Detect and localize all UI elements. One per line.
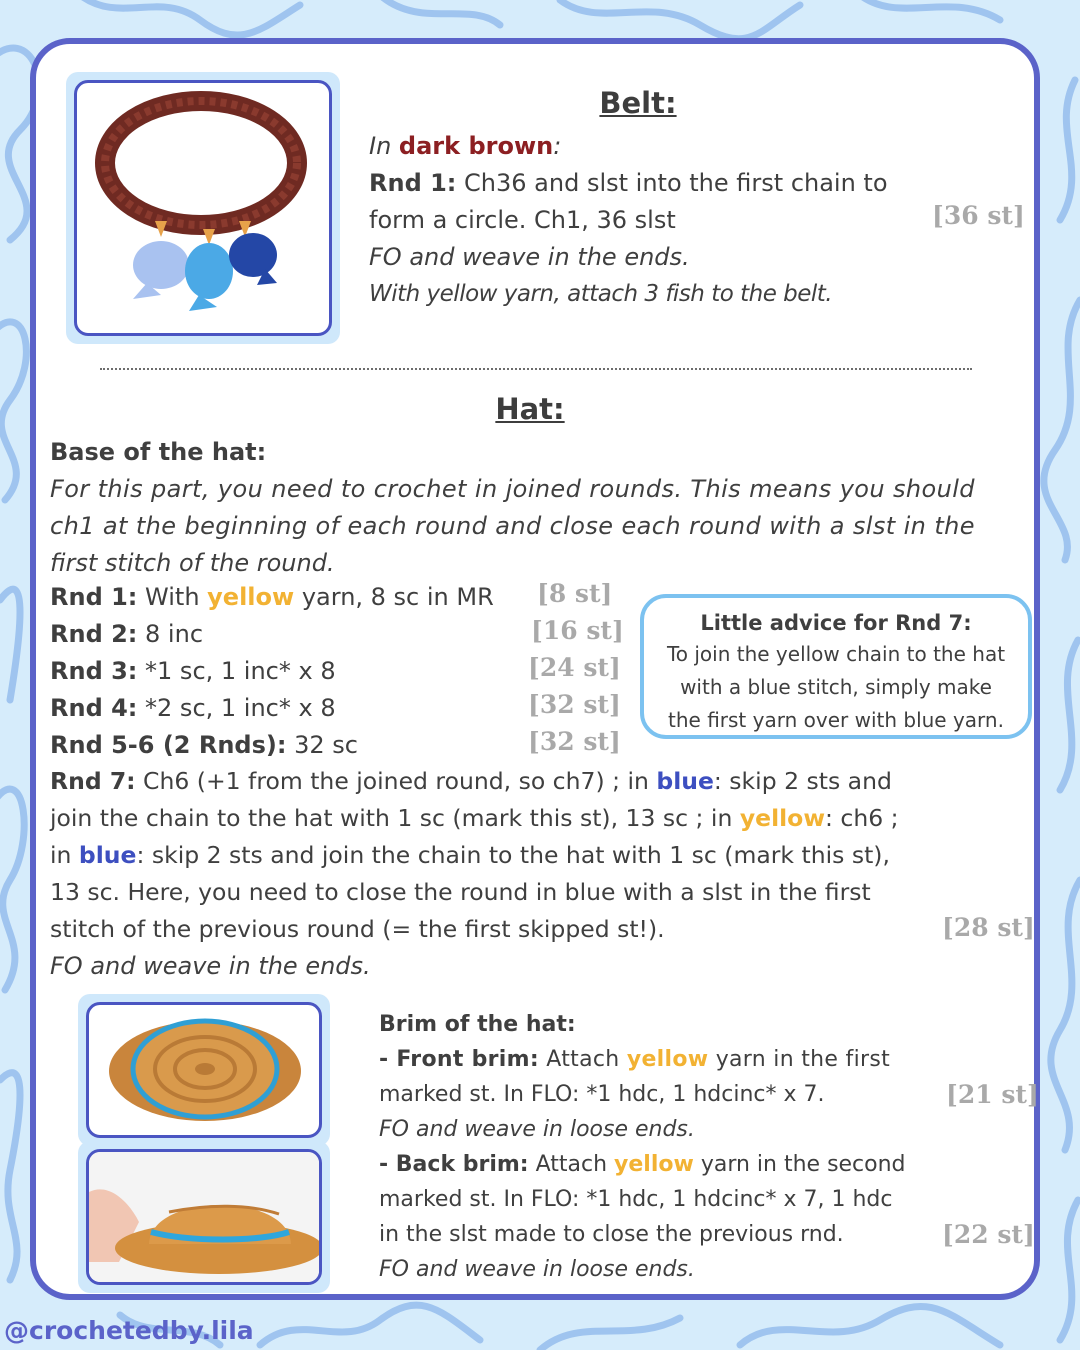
rnd7-fo: FO and weave in the ends. (50, 952, 371, 980)
belt-rnd1-text: Ch36 and slst into the first chain to (456, 169, 888, 197)
blue-highlight: blue (78, 841, 137, 869)
front-brim-count: [21 st] (946, 1080, 1039, 1109)
rnd7-text: in (50, 841, 79, 869)
watermark: @crochetedby.lila (4, 1316, 254, 1345)
back-brim-photo-frame (78, 1141, 330, 1293)
hat-round-2 (50, 616, 203, 653)
front-brim-text: yarn in the first (708, 1047, 891, 1072)
rnd7-line-3 (50, 837, 890, 874)
front-brim-line-1 (379, 1042, 890, 1077)
rnd7-text: : skip 2 sts and (713, 767, 892, 795)
front-brim-photo (86, 1002, 322, 1138)
blue-highlight: blue (656, 767, 714, 795)
rnd7-text: Ch6 (+1 from the joined round, so ch7) ; in (135, 767, 657, 795)
belt-fo: FO and weave in the ends. (369, 243, 690, 271)
front-brim-line-2: marked st. In FLO: *1 hdc, 1 hdcinc* x 7. (379, 1082, 825, 1107)
back-brim-line-2: marked st. In FLO: *1 hdc, 1 hdcinc* x 7, 1 hdc (379, 1187, 893, 1212)
rnd7-count: [28 st] (942, 913, 1035, 942)
belt-title: Belt: (599, 86, 677, 120)
round-text-pre: *1 sc, 1 inc* x 8 (137, 657, 336, 685)
round-text-pre: 8 inc (137, 620, 204, 648)
rnd7-label: Rnd 7: (50, 767, 136, 795)
yellow-highlight: yellow (739, 804, 826, 832)
back-brim-fo: FO and weave in loose ends. (379, 1257, 695, 1282)
belt-intro-prefix: In (369, 132, 399, 160)
round-label: Rnd 1: (50, 583, 138, 611)
advice-line-3: the first yarn over with blue yarn. (668, 708, 1004, 732)
belt-attach: With yellow yarn, attach 3 fish to the belt. (369, 281, 833, 307)
belt-photo-frame (66, 72, 340, 344)
belt-photo (74, 80, 332, 336)
rnd7-line-2 (50, 800, 899, 837)
belt-intro-suffix: : (553, 132, 562, 160)
belt-intro (369, 128, 561, 165)
advice-line-1: To join the yellow chain to the hat (666, 642, 1006, 666)
back-brim-text: Attach (528, 1152, 615, 1177)
rnd7-line-4: 13 sc. Here, you need to close the round in blue with a slst in the first (50, 878, 871, 906)
hat-round-2-count: [16 st] (531, 616, 624, 645)
hat-round-5-6-count: [32 st] (528, 727, 621, 756)
round-label: Rnd 3: (50, 657, 138, 685)
round-text-pre: *2 sc, 1 inc* x 8 (137, 694, 336, 722)
hat-round-1 (50, 579, 494, 616)
hat-round-4 (50, 690, 336, 727)
hat-round-3 (50, 653, 336, 690)
brim-heading: Brim of the hat: (379, 1012, 576, 1037)
back-brim-count: [22 st] (942, 1220, 1035, 1249)
front-brim-photo-frame (78, 994, 330, 1146)
base-intro-2: ch1 at the beginning of each round and close each round with a slst in the (50, 512, 975, 540)
rnd7-text: join the chain to the hat with 1 sc (mark this st), 13 sc ; in (50, 804, 740, 832)
advice-line-2: with a blue stitch, simply make (680, 675, 992, 699)
round-label: Rnd 2: (50, 620, 138, 648)
belt-rnd1-count: [36 st] (932, 201, 1025, 230)
round-label: Rnd 5-6 (2 Rnds): (50, 731, 287, 759)
hat-title: Hat: (495, 392, 565, 426)
belt-rnd1-line1 (369, 165, 888, 202)
front-brim-text: Attach (538, 1047, 627, 1072)
round-text-pre: 32 sc (286, 731, 358, 759)
round-text-pre: With (137, 583, 208, 611)
advice-heading: Little advice for Rnd 7: (700, 611, 972, 635)
front-brim-label: - Front brim: (379, 1047, 539, 1072)
hat-side-illustration (89, 1152, 321, 1284)
rnd7-line-5: stitch of the previous round (= the first skipped st!). (50, 915, 665, 943)
belt-rnd1-label: Rnd 1: (369, 169, 457, 197)
base-intro-3: first stitch of the round. (50, 549, 335, 577)
hat-top-illustration (89, 1005, 321, 1137)
yellow-highlight: yellow (207, 583, 295, 611)
rnd7-line-1 (50, 763, 892, 800)
yellow-highlight: yellow (614, 1152, 694, 1177)
base-heading: Base of the hat: (50, 438, 267, 466)
back-brim-line-3: in the slst made to close the previous rnd. (379, 1222, 844, 1247)
belt-illustration (77, 83, 329, 333)
back-brim-photo (86, 1149, 322, 1285)
yellow-highlight: yellow (626, 1047, 709, 1072)
rnd7-text: : skip 2 sts and join the chain to the hat with 1 sc (mark this st), (136, 841, 890, 869)
round-label: Rnd 4: (50, 694, 138, 722)
base-intro-1: For this part, you need to crochet in joined rounds. This means you should (50, 475, 975, 503)
hat-round-5-6 (50, 727, 358, 764)
hat-round-4-count: [32 st] (528, 690, 621, 719)
back-brim-label: - Back brim: (379, 1152, 529, 1177)
round-text-post: yarn, 8 sc in MR (294, 583, 494, 611)
belt-rnd1-line2: form a circle. Ch1, 36 slst (369, 206, 676, 234)
front-brim-fo: FO and weave in loose ends. (379, 1117, 695, 1142)
hat-round-3-count: [24 st] (528, 653, 621, 682)
advice-box (640, 594, 1032, 739)
back-brim-text: yarn in the second (693, 1152, 906, 1177)
dark-brown-highlight: dark brown (398, 132, 554, 160)
back-brim-line-1 (379, 1147, 906, 1182)
rnd7-text: : ch6 ; (825, 804, 899, 832)
section-divider (100, 368, 972, 370)
hat-round-1-count: [8 st] (537, 579, 613, 608)
